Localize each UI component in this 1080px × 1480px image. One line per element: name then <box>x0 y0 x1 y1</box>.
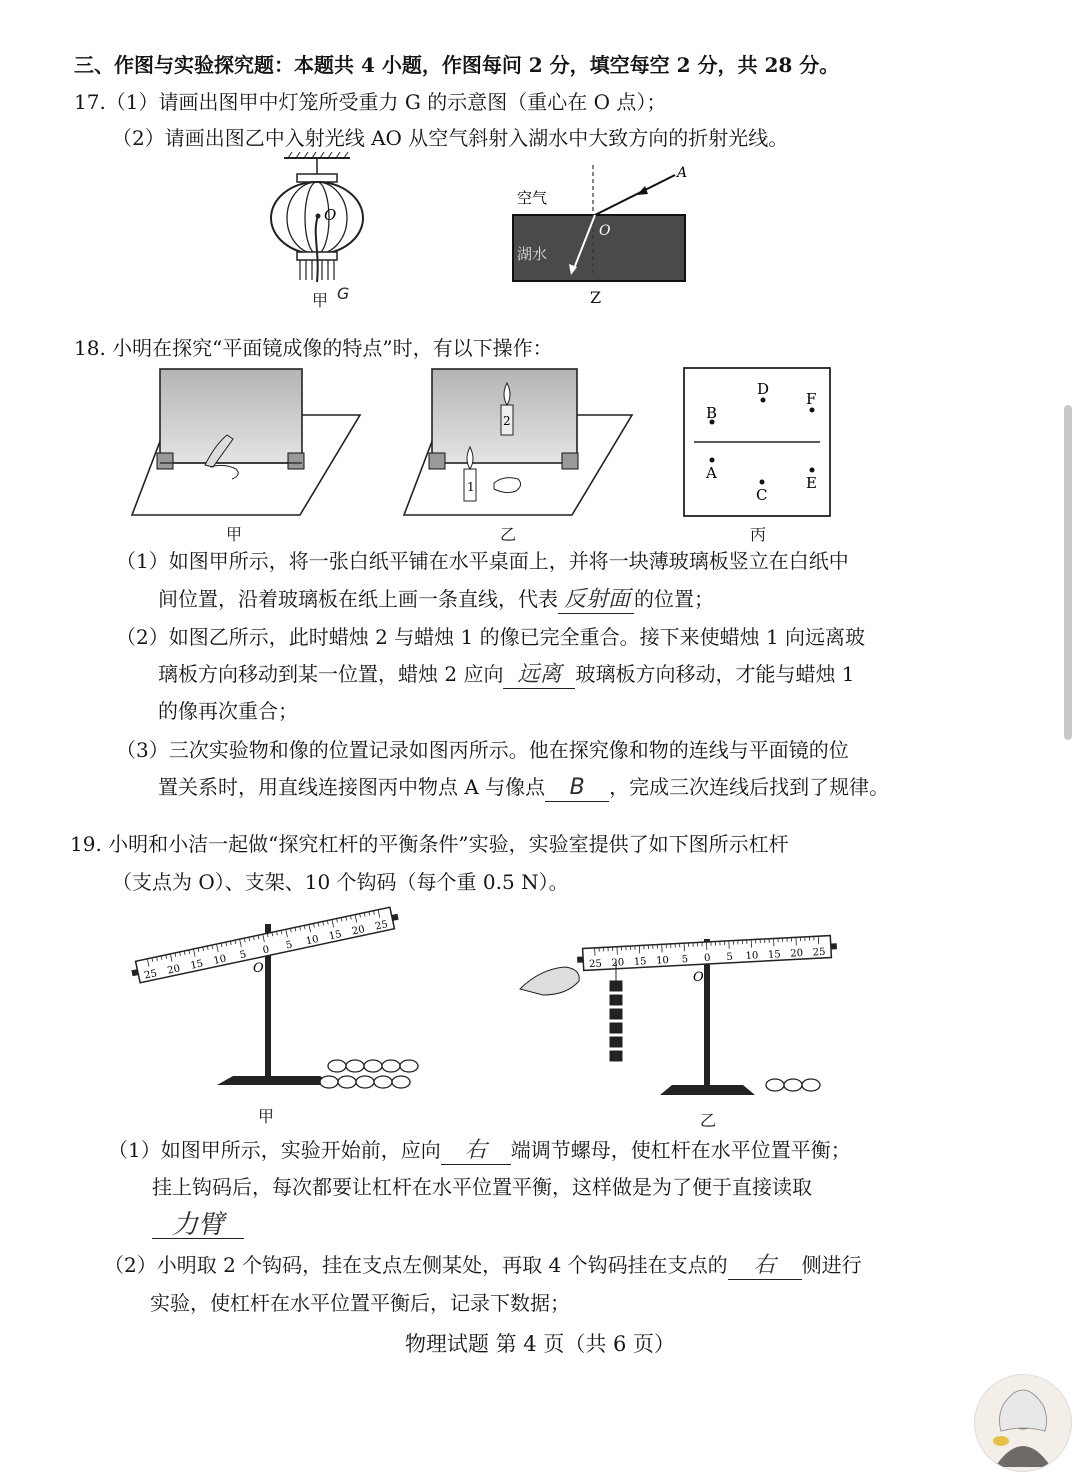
air-label: 空气 <box>517 189 548 207</box>
q18-p1-answer: 反射面 <box>558 587 634 614</box>
scale-label: 5 <box>726 951 734 963</box>
q19-p2-b: 实验，使杠杆在水平位置平衡后，记录下数据； <box>150 1291 570 1315</box>
q18-p2-b-post: 玻璃板方向移动，才能与蜡烛 1 <box>575 662 855 686</box>
point-B: B <box>706 404 718 422</box>
pulling-hand <box>520 967 579 995</box>
mirror-fig-jia <box>130 365 370 520</box>
point-C: C <box>756 486 768 504</box>
lever-fig-yi <box>515 925 850 1100</box>
q19-p1-b: 挂上钩码后，每次都要让杠杆在水平位置平衡，这样做是为了便于直接读取 <box>152 1175 812 1199</box>
fig17-G-handwritten: G <box>337 284 350 303</box>
q18-p2-answer: 远离 <box>503 662 575 689</box>
scale-label: 0 <box>703 952 711 965</box>
q18-p2-b-pre: 璃板方向移动到某一位置，蜡烛 2 应向 <box>158 662 504 686</box>
q19-intro-a: 19. 小明和小洁一起做“探究杠杆的平衡条件”实验，实验室提供了如下图所示杠杆 <box>70 832 789 856</box>
page-footer: 物理试题 第 4 页（共 6 页） <box>404 1332 676 1356</box>
q19-p1-a-post: 端调节螺母，使杠杆在水平位置平衡； <box>510 1138 851 1162</box>
assistant-avatar[interactable] <box>974 1374 1072 1472</box>
q18-p3-answer: B <box>545 775 609 802</box>
q18-p3-b <box>158 774 889 802</box>
hook-weights-pile-yi <box>766 1079 820 1091</box>
candle-1-label: 1 <box>467 480 475 494</box>
candle-2-label: 2 <box>503 414 511 428</box>
scale-label: 20 <box>790 947 804 960</box>
q17-part2: （2）请画出图乙中入射光线 AO 从空气斜射入湖水中大致方向的折射光线。 <box>112 126 789 150</box>
ray-O-label: O <box>599 223 611 239</box>
scale-label: 10 <box>304 933 320 948</box>
assistant-avatar-icon <box>975 1375 1071 1471</box>
hanging-weights-yi <box>610 981 622 1061</box>
q19-p1-b2 <box>152 1212 244 1239</box>
fig17-yi-label: Z <box>590 288 602 307</box>
scale-label: 25 <box>812 946 826 959</box>
q19-p2-a-pre: （2）小明取 2 个钩码，挂在支点左侧某处，再取 4 个钩码挂在支点的 <box>104 1253 728 1277</box>
scale-label: 5 <box>681 954 689 966</box>
scale-label: 10 <box>745 950 759 962</box>
q19-p2-a <box>104 1252 862 1280</box>
q19-p2-a-post: 侧进行 <box>801 1253 862 1277</box>
q17-part1: 17.（1）请画出图甲中灯笼所受重力 G 的示意图（重心在 O 点）； <box>74 90 667 114</box>
q18-p1-b-post: 的位置； <box>634 587 714 611</box>
lantern-O-label: O <box>324 206 337 224</box>
lever-fig-jia <box>125 900 435 1100</box>
q18-p3-b-pre: 置关系时，用直线连接图丙中物点 A 与像点 <box>158 775 546 799</box>
scale-label: 20 <box>166 963 182 977</box>
q18-p3-b-post: ，完成三次连线后找到了规律。 <box>609 775 890 799</box>
q19-p2-answer: 右 <box>728 1253 802 1280</box>
lantern-figure <box>262 152 372 307</box>
point-E: E <box>806 474 817 492</box>
fig17-jia-label: 甲 <box>312 291 329 310</box>
fig18-jia-label: 甲 <box>226 525 243 544</box>
q19-p1-a <box>108 1137 851 1165</box>
mirror-fig-yi <box>402 365 642 520</box>
fig18-yi-label: 乙 <box>500 525 517 544</box>
scale-label: 20 <box>611 957 625 970</box>
fig18-bing-label: 丙 <box>750 525 767 544</box>
q19-p1-answer1: 右 <box>441 1138 511 1165</box>
section-header: 三、作图与实验探究题：本题共 4 小题，作图每问 2 分，填空每空 2 分，共 28 分。 <box>74 53 840 77</box>
point-A: A <box>706 464 717 482</box>
scale-label: 10 <box>212 953 228 967</box>
scale-label: 15 <box>633 956 647 968</box>
scale-label: 20 <box>351 924 366 938</box>
q18-p1-b <box>158 586 714 614</box>
refraction-figure <box>505 163 695 303</box>
scale-label: 25 <box>374 919 389 933</box>
q19-intro-b: （支点为 O）、支架、10 个钩码（每个重 0.5 N）。 <box>112 870 569 894</box>
scale-label: 15 <box>328 928 343 943</box>
scale-label: 5 <box>284 939 294 952</box>
q18-p3-a: （3）三次实验物和像的位置记录如图丙所示。他在探究像和物的连线与平面镜的位 <box>116 738 849 762</box>
q18-p2-c: 的像再次重合； <box>158 699 298 723</box>
point-D: D <box>757 380 770 398</box>
fig19-yi-label: 乙 <box>700 1111 717 1130</box>
scale-label: 10 <box>655 955 670 967</box>
point-F: F <box>806 390 817 408</box>
scale-label: 25 <box>588 958 603 971</box>
q18-p1-a: （1）如图甲所示，将一张白纸平铺在水平桌面上，并将一块薄玻璃板竖立在白纸中 <box>116 549 849 573</box>
q18-p2-b <box>158 661 855 689</box>
q18-p2-a: （2）如图乙所示，此时蜡烛 2 与蜡烛 1 的像已完全重合。接下来使蜡烛 1 向远离玻 <box>116 625 866 649</box>
water-label: 湖水 <box>517 245 548 263</box>
lever-jia-fulcrum: O <box>253 961 264 976</box>
ray-A-label: A <box>677 165 688 181</box>
vertical-scrollbar[interactable] <box>1064 405 1072 740</box>
scale-label: 15 <box>767 949 782 961</box>
q19-p1-a-pre: （1）如图甲所示，实验开始前，应向 <box>108 1138 441 1162</box>
q19-p1-answer2: 力臂 <box>152 1212 244 1239</box>
q18-intro: 18. 小明在探究“平面镜成像的特点”时，有以下操作： <box>74 336 553 360</box>
scale-label: 25 <box>143 968 159 982</box>
scale-label: 0 <box>261 944 271 957</box>
fig19-jia-label: 甲 <box>258 1107 275 1126</box>
q18-p1-b-pre: 间位置，沿着玻璃板在纸上画一条直线，代表 <box>158 587 558 611</box>
mirror-fig-bing <box>682 366 832 518</box>
scale-label: 5 <box>238 949 248 962</box>
lever-yi-fulcrum: O <box>693 970 704 985</box>
scale-label: 15 <box>189 958 205 972</box>
hook-weights-pile-jia <box>320 1060 418 1088</box>
